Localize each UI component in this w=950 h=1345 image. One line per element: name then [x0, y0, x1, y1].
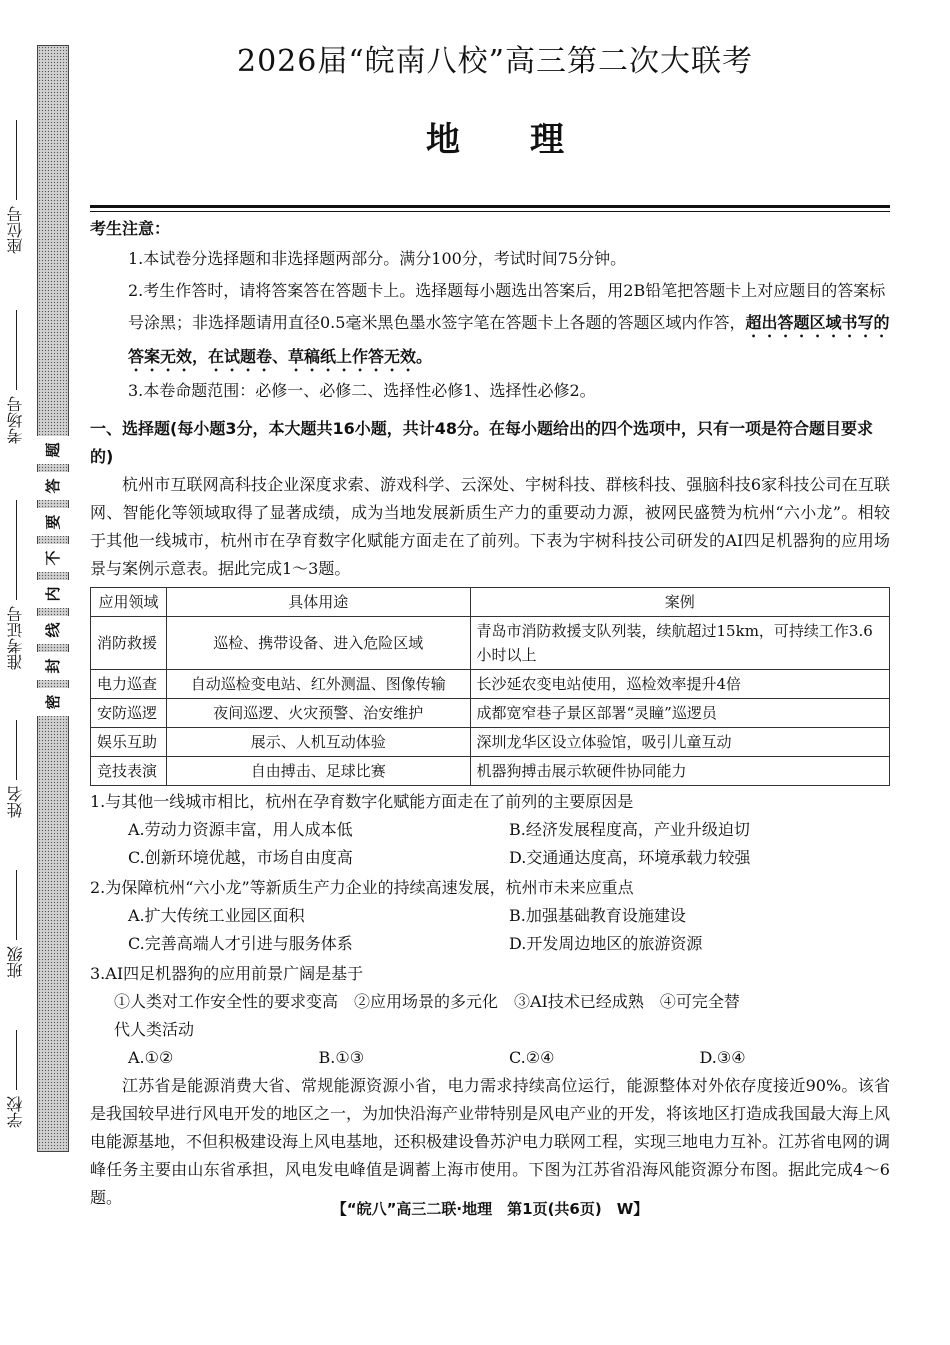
question-3-options	[90, 1044, 890, 1072]
seal-char: 密	[35, 688, 71, 716]
table-cell: 长沙延农变电站使用，巡检效率提升4倍	[470, 670, 889, 699]
table-cell: 自动巡检变电站、红外测温、图像传输	[166, 670, 470, 699]
subject-title: 地理	[426, 120, 634, 160]
notice-item-2-text: 2.考生作答时，请将答案答在答题卡上。选择题每小题选出答案后，用2B铅笔把答题卡上对应题目的答案标号涂黑；非选择题请用直径0.5毫米黑色墨水签字笔在答题卡上各题的答题区域内作答，	[128, 281, 886, 332]
q1-option-c: C.创新环境优越，市场自由度高	[128, 848, 353, 867]
table-cell: 消防救援	[91, 617, 167, 670]
application-table	[90, 587, 890, 786]
seat-number-label: 座位号	[6, 206, 25, 254]
question-2-stem: 2.为保障杭州“六小龙”等新质生产力企业的持续高速发展，杭州市未来应重点	[90, 878, 634, 897]
school-field	[2, 1030, 30, 1128]
q1-option-b: B.经济发展程度高，产业升级迫切	[509, 820, 750, 839]
exam-room-label: 考场号	[6, 396, 25, 444]
question-1	[90, 788, 890, 872]
table-cell: 深圳龙华区设立体验馆，吸引儿童互动	[470, 728, 889, 757]
seat-number-field	[2, 120, 30, 254]
page-footer: 【“皖八”高三二联·地理 第1页(共6页) W】	[331, 1200, 649, 1218]
passage-2: 江苏省是能源消费大省、常规能源资源小省，电力需求持续高位运行，能源整体对外依存度接近90%。该省是我国较早进行风电开发的地区之一，为加快沿海产业带特别是风电产业的开发，将该地区打造成我国最大海上风电能源基地，不但积极建设海上风电基地，还积极建设鲁苏沪电力联网工程，实现三地电力互补。江苏省电网的调峰任务主要由山东省承担，风电发电峰值是调蓄上海市使用。下图为江苏省沿海风能资源分布图。据此完成4～6题。	[90, 1076, 891, 1207]
table-header: 案例	[470, 588, 889, 617]
header-rule	[90, 205, 890, 208]
q3-option-c: C.②④	[509, 1048, 555, 1067]
table-cell: 展示、人机互动体验	[166, 728, 470, 757]
table-header: 应用领域	[91, 588, 167, 617]
table-cell: 成都宽窄巷子景区部署“灵瞳”巡逻员	[470, 699, 889, 728]
passage-1: 杭州市互联网高科技企业深度求索、游戏科学、云深处、宇树科技、群核科技、强脑科技6家科技公司在互联网、智能化等领域取得了显著成绩，成为当地发展新质生产力的重要动力源，被网民盛赞为杭州“六小龙”。相较于其他一线城市，杭州市在孕育数字化赋能方面走在了前列。下表为宇树科技公司研发的AI四足机器狗的应用场景与案例示意表。据此完成1～3题。	[90, 475, 890, 578]
seal-char: 封	[35, 652, 71, 680]
question-3	[90, 960, 890, 1072]
seal-char: 题	[35, 436, 71, 464]
table-header: 具体用途	[166, 588, 470, 617]
q1-option-d: D.交通通达度高，环境承载力较强	[509, 848, 751, 867]
table-cell: 青岛市消防救援支队列装，续航超过15km，可持续工作3.6小时以上	[470, 617, 889, 670]
question-2-options-row1	[90, 902, 890, 930]
school-label: 学校	[6, 1096, 25, 1128]
q2-option-d: D.开发周边地区的旅游资源	[509, 934, 703, 953]
question-3-items-line1: ①人类对工作安全性的要求变高 ②应用场景的多元化 ③AI技术已经成熟 ④可完全替	[114, 992, 740, 1011]
seal-char: 内	[35, 580, 71, 608]
exam-title: 2026届“皖南八校”高三第二次大联考	[236, 44, 754, 79]
q2-option-a: A.扩大传统工业园区面积	[128, 906, 305, 925]
question-1-options-row1	[90, 816, 890, 844]
table-cell: 机器狗搏击展示软硬件协同能力	[470, 757, 889, 786]
table-cell: 竞技表演	[91, 757, 167, 786]
question-2-options-row2	[90, 930, 890, 958]
q3-option-b: B.①③	[318, 1048, 365, 1067]
notice-item-1: 1.本试卷分选择题和非选择题两部分。满分100分，考试时间75分钟。	[128, 249, 627, 268]
question-3-items-line2: 代人类活动	[114, 1020, 195, 1039]
q2-option-b: B.加强基础教育设施建设	[509, 906, 686, 925]
table-cell: 巡检、携带设备、进入危险区域	[166, 617, 470, 670]
notice-item-2-emphasis: 超出答题区域书写的答案无效，在试题卷、草稿纸上作答无效。	[128, 313, 890, 366]
notice-item-2	[90, 275, 890, 375]
q2-option-c: C.完善高端人才引进与服务体系	[128, 934, 353, 953]
table-cell: 安防巡逻	[91, 699, 167, 728]
seal-char: 答	[35, 472, 71, 500]
section-title: 一、选择题(每小题3分，本大题共16小题，共计48分。在每小题给出的四个选项中，只有一项是符合题目要求的)	[90, 419, 873, 466]
admission-number-label: 准考证号	[6, 606, 25, 670]
exam-room-field	[2, 310, 30, 444]
question-1-stem: 1.与其他一线城市相比，杭州在孕育数字化赋能方面走在了前列的主要原因是	[90, 792, 634, 811]
table-cell: 娱乐互助	[91, 728, 167, 757]
seal-line-text	[37, 432, 69, 720]
table-cell: 电力巡查	[91, 670, 167, 699]
name-field	[2, 720, 30, 818]
notice-item-3: 3.本卷命题范围：必修一、必修二、选择性必修1、选择性必修2。	[128, 381, 596, 400]
question-3-stem: 3.AI四足机器狗的应用前景广阔是基于	[90, 964, 364, 983]
table-row	[91, 670, 890, 699]
question-1-options-row2	[90, 844, 890, 872]
table-header-row	[91, 588, 890, 617]
exam-content	[90, 212, 890, 1212]
notice-heading: 考生注意：	[90, 219, 171, 238]
table-row	[91, 699, 890, 728]
q1-option-a: A.劳动力资源丰富，用人成本低	[128, 820, 353, 839]
seal-char: 要	[35, 508, 71, 536]
table-cell: 夜间巡逻、火灾预警、治安维护	[166, 699, 470, 728]
binding-margin	[0, 40, 32, 1140]
class-label: 班级	[6, 946, 25, 978]
name-label: 姓名	[6, 786, 25, 818]
q3-option-a: A.①②	[128, 1048, 174, 1067]
table-cell: 自由搏击、足球比赛	[166, 757, 470, 786]
table-row	[91, 728, 890, 757]
q3-option-d: D.③④	[699, 1048, 746, 1067]
class-field	[2, 870, 30, 978]
table-row	[91, 617, 890, 670]
seal-char: 线	[35, 616, 71, 644]
question-2	[90, 874, 890, 958]
admission-number-field	[2, 500, 30, 670]
seal-char: 不	[35, 544, 71, 572]
table-row	[91, 757, 890, 786]
